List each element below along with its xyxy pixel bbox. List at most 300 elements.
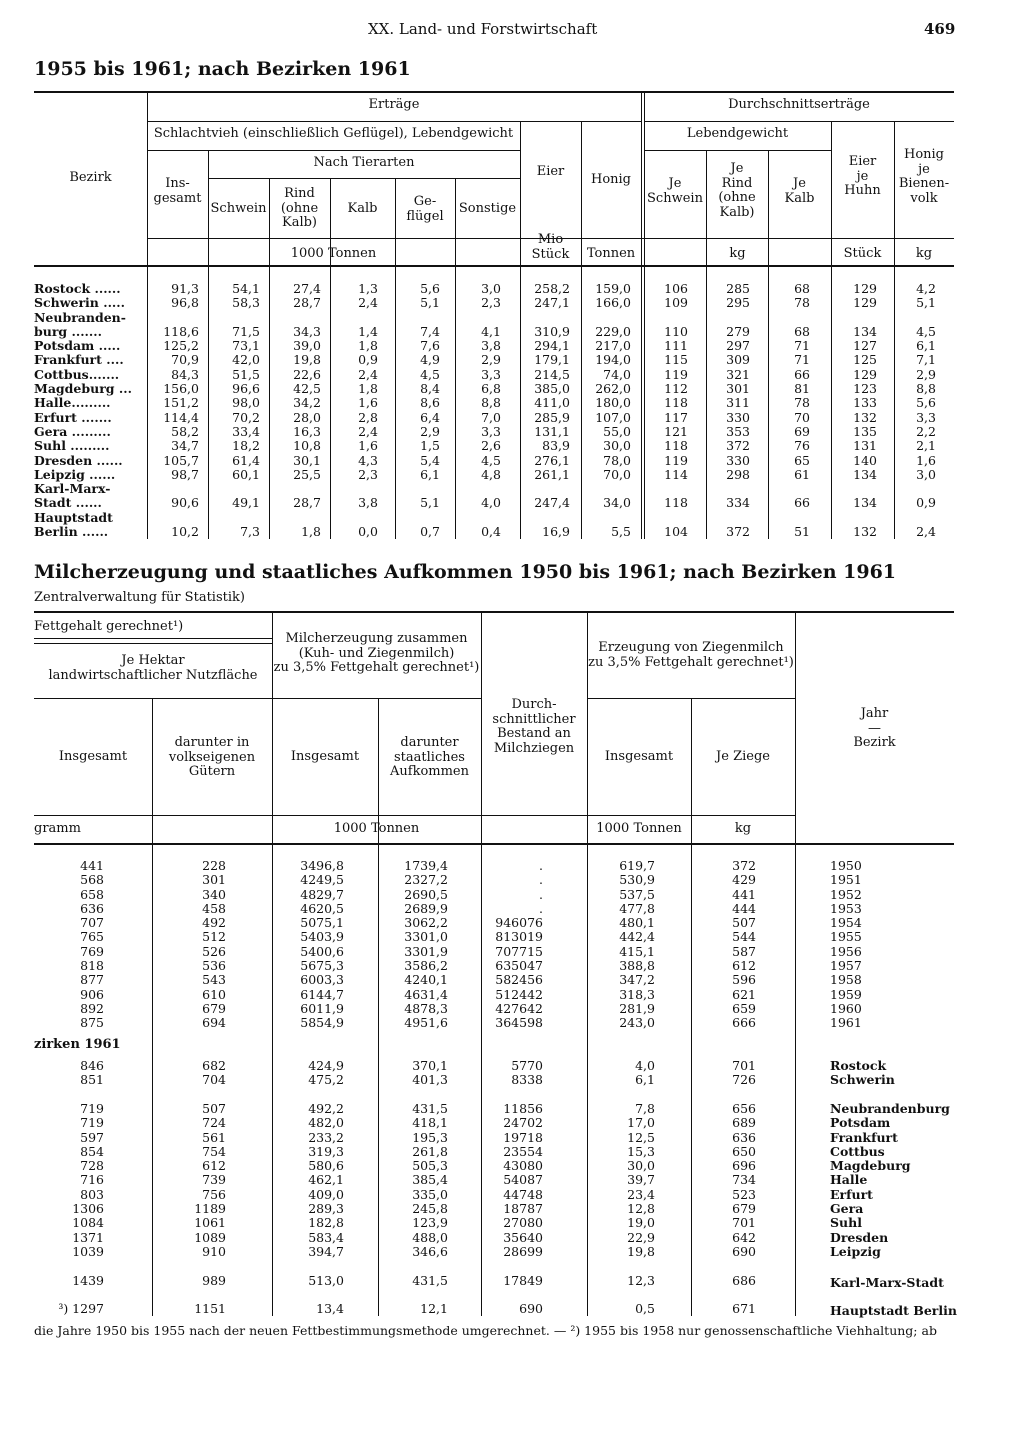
header-je-schwein: Je Schwein	[647, 176, 703, 206]
table-cell: 129	[853, 295, 877, 311]
table-cell: 132	[853, 524, 877, 540]
table-cell: 28,7	[293, 495, 321, 511]
table-cell: 5,1	[916, 295, 936, 311]
table-cell: 71	[794, 352, 810, 368]
table-cell: 109	[664, 295, 688, 311]
table-cell: 946076	[495, 915, 543, 931]
t2-years-labels	[830, 859, 930, 1031]
table-cell: 243,0	[619, 1015, 655, 1031]
table-cell: 619,7	[619, 858, 655, 873]
table-cell: 134	[853, 495, 877, 511]
t1-col-bezirk	[34, 282, 146, 539]
table-cell: 480,1	[619, 915, 655, 931]
table-cell: 728	[80, 1158, 104, 1174]
t2-bez-a-c6	[587, 1059, 655, 1088]
header-darunter-staatlich: darunter staatliches Aufkommen	[390, 735, 469, 779]
header-ziegenmilch: Erzeugung von Ziegenmilch zu 3,5% Fettgehalt gerechnet¹)	[588, 640, 794, 670]
table-cell: 166,0	[595, 295, 631, 311]
table-cell: 34,2	[293, 395, 321, 411]
table-cell: 5854,9	[300, 1015, 344, 1031]
table-cell: 131,1	[534, 423, 570, 439]
table-cell: 666	[732, 1015, 756, 1031]
table-cell: Karl-Marx-	[34, 481, 111, 497]
table-cell: 125,2	[163, 338, 199, 354]
berlin-c6: 0,5	[635, 1301, 655, 1316]
table-cell: Schwerin	[830, 1072, 895, 1088]
table-cell: 0,4	[481, 524, 501, 540]
table-cell: 561	[202, 1129, 226, 1145]
table-cell: 30,1	[293, 452, 321, 468]
table-cell: 51,5	[232, 366, 260, 382]
table-cell: 309	[726, 352, 750, 368]
table-cell: 679	[732, 1201, 756, 1217]
table-cell: 76	[794, 438, 810, 454]
table-cell: 121	[664, 423, 688, 439]
table-cell: Erfurt	[830, 1186, 873, 1202]
table-cell: 507	[732, 915, 756, 931]
table-cell	[768, 511, 810, 525]
table-cell: 1371	[72, 1229, 104, 1245]
table-cell: 906	[80, 986, 104, 1002]
table-cell	[706, 311, 750, 325]
table-cell: 3,3	[916, 409, 936, 425]
table-cell: 8,6	[420, 395, 440, 411]
table-cell: 2,6	[481, 438, 501, 454]
table-cell	[455, 482, 501, 496]
t2-years-c1	[34, 859, 104, 1031]
unit-stueck: Stück	[843, 246, 882, 261]
table-cell: 492	[202, 915, 226, 931]
table-cell: 3,0	[481, 281, 501, 296]
table-cell: 441	[80, 858, 104, 873]
table-cell: 340	[202, 886, 226, 902]
table-cell: 1955	[830, 929, 862, 945]
table-cell: 194,0	[595, 352, 631, 368]
table-cell: 261,1	[534, 466, 570, 482]
table-cell: Halle	[830, 1172, 868, 1188]
table-cell: 1950	[830, 858, 862, 873]
table-cell: 54,1	[232, 281, 260, 296]
table-cell	[706, 511, 750, 525]
table-cell: 429	[732, 872, 756, 888]
table-cell: 701	[732, 1058, 756, 1073]
table-cell: 370,1	[412, 1058, 448, 1073]
table-cell: 2,4	[358, 423, 378, 439]
table-cell: 98,7	[171, 466, 199, 482]
table-cell: 4,2	[916, 281, 936, 296]
table-cell: 353	[726, 423, 750, 439]
berlin-c5: 690	[519, 1301, 543, 1316]
table2-source: Zentralverwaltung für Statistik)	[34, 590, 245, 605]
table-cell: 214,5	[534, 366, 570, 382]
table-cell: 388,8	[619, 958, 655, 974]
kms-c1: 1439	[72, 1273, 104, 1288]
table-cell: 346,6	[412, 1243, 448, 1259]
table-cell: 409,0	[308, 1186, 344, 1202]
table-cell: 877	[80, 972, 104, 988]
table-cell: Neubranden-	[34, 309, 126, 325]
table-cell: Dresden ......	[34, 452, 123, 468]
table-cell: 756	[202, 1186, 226, 1202]
table-cell: 4,9	[420, 352, 440, 368]
table-cell: 4240,1	[404, 972, 448, 988]
table-cell: 8,4	[420, 381, 440, 397]
table-cell: 0,9	[358, 352, 378, 368]
table-cell: 123,9	[412, 1215, 448, 1231]
table-cell: 656	[732, 1101, 756, 1116]
table-cell: 6,1	[420, 466, 440, 482]
table-cell: 523	[732, 1186, 756, 1202]
table-cell: 734	[732, 1172, 756, 1188]
header-je-hektar: Je Hektar landwirtschaftlicher Nutzfläche	[48, 653, 258, 683]
table-cell: 719	[80, 1115, 104, 1131]
table-cell: 4,1	[481, 323, 501, 339]
t1-col-je-kalb	[768, 282, 810, 539]
table-cell: 3,3	[481, 423, 501, 439]
table-cell: 105,7	[163, 452, 199, 468]
table-cell: 19,0	[627, 1215, 655, 1231]
table-cell: 262,0	[595, 381, 631, 397]
table-cell: 1960	[830, 1000, 862, 1016]
table-cell: 35640	[503, 1229, 543, 1245]
header-rind: Rind (ohne Kalb)	[280, 186, 319, 230]
table-cell: 18,2	[232, 438, 260, 454]
table1-title: 1955 bis 1961; nach Bezirken 1961	[34, 58, 411, 80]
t2-years-c2	[152, 859, 226, 1031]
table-cell: 803	[80, 1186, 104, 1202]
header-schwein: Schwein	[210, 201, 267, 216]
table-cell: 636	[80, 900, 104, 916]
table-cell: 444	[732, 900, 756, 916]
table-cell: Frankfurt ....	[34, 352, 124, 368]
t2-bez-a-c3	[272, 1059, 344, 1088]
table-cell: 69	[794, 423, 810, 439]
table-cell	[894, 482, 936, 496]
table-cell: 431,5	[412, 1101, 448, 1116]
t1-col-eier	[520, 282, 570, 539]
table-cell: 39,0	[293, 338, 321, 354]
table-cell	[455, 511, 501, 525]
table-cell: 2,2	[916, 423, 936, 439]
table-cell: 43080	[503, 1158, 543, 1174]
table-cell: 1961	[830, 1015, 862, 1031]
table-cell: 4,0	[635, 1058, 655, 1073]
table-cell: 123	[853, 381, 877, 397]
table-cell: 694	[202, 1015, 226, 1031]
header-lebendgewicht: Lebendgewicht	[686, 126, 789, 141]
table-cell: Schwerin .....	[34, 295, 125, 311]
table-cell: 8,8	[481, 395, 501, 411]
table-cell: 2,4	[358, 295, 378, 311]
table-cell: 739	[202, 1172, 226, 1188]
table-cell: 71,5	[232, 323, 260, 339]
table-cell: 180,0	[595, 395, 631, 411]
table-cell: 2,4	[358, 366, 378, 382]
table-cell: 125	[853, 352, 877, 368]
table-cell: Cottbus.......	[34, 366, 120, 382]
table-cell: 642	[732, 1229, 756, 1245]
table-cell: 1952	[830, 886, 862, 902]
table-cell: 107,0	[595, 409, 631, 425]
table-cell: 78,0	[603, 452, 631, 468]
table-cell: 4829,7	[300, 886, 344, 902]
table-cell: Rostock ......	[34, 281, 121, 296]
table-cell: .	[539, 872, 543, 888]
table-cell: 3,8	[358, 495, 378, 511]
t1-col-kalb	[330, 282, 378, 539]
table-cell: 134	[853, 323, 877, 339]
table-cell: 1089	[194, 1229, 226, 1245]
table-cell: 195,3	[412, 1129, 448, 1145]
table-cell: 17,0	[627, 1115, 655, 1131]
table-cell: 716	[80, 1172, 104, 1188]
table-cell: 1739,4	[404, 858, 448, 873]
table-cell: 2,9	[916, 366, 936, 382]
table-cell: 427642	[495, 1000, 543, 1016]
table-cell: 247,1	[534, 295, 570, 311]
bezirke-heading: zirken 1961	[34, 1037, 121, 1052]
table-cell: 6,8	[481, 381, 501, 397]
table-cell: 1958	[830, 972, 862, 988]
table-cell: 70	[794, 409, 810, 425]
table-cell: Suhl	[830, 1215, 862, 1231]
table-cell: 114	[664, 466, 688, 482]
table-cell: 580,6	[308, 1158, 344, 1174]
table-cell: 5075,1	[300, 915, 344, 931]
table-cell: 689	[732, 1115, 756, 1131]
table-cell	[644, 311, 688, 325]
table-cell: 544	[732, 929, 756, 945]
table-cell: 30,0	[603, 438, 631, 454]
table-cell: 5,5	[611, 524, 631, 540]
table-cell: 507	[202, 1101, 226, 1116]
table-cell: 701	[732, 1215, 756, 1231]
table-cell: 2,9	[481, 352, 501, 368]
table-cell: 1189	[194, 1201, 226, 1217]
table-cell: 636	[732, 1129, 756, 1145]
table-cell: 55,0	[603, 423, 631, 439]
berlin-c3: 13,4	[316, 1301, 344, 1316]
unit-gramm: gramm	[34, 821, 81, 836]
table-cell: 3586,2	[404, 958, 448, 974]
table-cell: 4620,5	[300, 900, 344, 916]
table-cell: 5,6	[420, 281, 440, 296]
table-cell: 4,8	[481, 466, 501, 482]
kms-c4: 431,5	[412, 1273, 448, 1288]
t1-col-honig-je-volk	[894, 282, 936, 539]
table-cell: 294,1	[534, 338, 570, 354]
table-cell: 78	[794, 395, 810, 411]
t1-col-eier-je-huhn	[831, 282, 877, 539]
table-cell: 482,0	[308, 1115, 344, 1131]
kms-label: Karl-Marx-Stadt	[830, 1275, 944, 1290]
table-cell	[581, 482, 631, 496]
table-cell	[768, 311, 810, 325]
table-cell: 127	[853, 338, 877, 354]
kms-c5: 17849	[503, 1273, 543, 1288]
table-cell	[269, 311, 321, 325]
table-cell: 679	[202, 1000, 226, 1016]
table-cell: 1,5	[420, 438, 440, 454]
table-cell: 276,1	[534, 452, 570, 468]
table-cell: 3301,0	[404, 929, 448, 945]
table-cell: 22,9	[627, 1229, 655, 1245]
table-cell: 2,3	[481, 295, 501, 311]
table-cell: Leipzig	[830, 1243, 881, 1259]
kms-c3: 513,0	[308, 1273, 344, 1288]
table-cell	[147, 511, 199, 525]
table-cell: 12,8	[627, 1201, 655, 1217]
table-cell: 385,0	[534, 381, 570, 397]
table-cell: 298	[726, 466, 750, 482]
t1-col-gefluegel	[395, 282, 440, 539]
table-cell: 488,0	[412, 1229, 448, 1245]
table-cell: 58,2	[171, 423, 199, 439]
t2-bez-b-c7	[691, 1102, 756, 1259]
header-darunter-volkseigen: darunter in volkseigenen Gütern	[168, 735, 256, 779]
table-cell: 131	[853, 438, 877, 454]
table-cell: 70,0	[603, 466, 631, 482]
table-cell: 119	[664, 452, 688, 468]
table-cell: 621	[732, 986, 756, 1002]
table-cell: 140	[853, 452, 877, 468]
table-cell: 813019	[495, 929, 543, 945]
table-cell: Frankfurt	[830, 1129, 898, 1145]
table-cell: 19,8	[627, 1243, 655, 1259]
table-cell: 73,1	[232, 338, 260, 354]
table-cell: Neubrandenburg	[830, 1101, 950, 1116]
t2-bez-a-c1	[34, 1059, 104, 1088]
table-cell: 1956	[830, 943, 862, 959]
table-cell: Berlin ......	[34, 524, 109, 540]
table-cell: 1,4	[358, 323, 378, 339]
table-cell: 1954	[830, 915, 862, 931]
table-cell: 583,4	[308, 1229, 344, 1245]
table-cell: 129	[853, 281, 877, 296]
table-cell: 1953	[830, 900, 862, 916]
table-cell: 16,3	[293, 423, 321, 439]
table-cell: 156,0	[163, 381, 199, 397]
table-cell: 892	[80, 1000, 104, 1016]
header-je-ziege: Je Ziege	[716, 749, 770, 764]
table-cell: 1,6	[358, 395, 378, 411]
table-cell: 12,5	[627, 1129, 655, 1145]
table-cell: 44748	[503, 1186, 543, 1202]
header-eier-je-huhn: Eier je Huhn	[844, 154, 881, 198]
table-cell: 612	[202, 1158, 226, 1174]
table-cell: 54087	[503, 1172, 543, 1188]
table-cell: 4249,5	[300, 872, 344, 888]
table-cell: 23,4	[627, 1186, 655, 1202]
table-cell: 2689,9	[404, 900, 448, 916]
table-cell: Halle.........	[34, 395, 111, 411]
table-cell: 84,3	[171, 366, 199, 382]
t1-col-honig	[581, 282, 631, 539]
table-cell	[147, 482, 199, 496]
table-cell: 1306	[72, 1201, 104, 1217]
t2-bez-b-c2	[152, 1102, 226, 1259]
table-cell: 16,9	[542, 524, 570, 540]
header-schlachtvieh: Schlachtvieh (einschließlich Geflügel), Lebendgewicht	[153, 126, 514, 141]
table-cell: 596	[732, 972, 756, 988]
table-cell: 610	[202, 986, 226, 1002]
table-cell	[581, 511, 631, 525]
t2-years-c7	[691, 859, 756, 1031]
table-cell: 310,9	[534, 323, 570, 339]
table-cell: 5,1	[420, 495, 440, 511]
table-cell: 6144,7	[300, 986, 344, 1002]
table-cell: 135	[853, 423, 877, 439]
header-honig: Honig	[590, 172, 631, 187]
table-cell: 151,2	[163, 395, 199, 411]
table-cell	[644, 482, 688, 496]
table-cell: 704	[202, 1072, 226, 1088]
table-cell: 347,2	[619, 972, 655, 988]
table-cell: 18787	[503, 1201, 543, 1217]
table-cell: 6003,3	[300, 972, 344, 988]
table-cell: 7,8	[635, 1101, 655, 1116]
t2-bez-b-c5	[481, 1102, 543, 1259]
table-cell: 707715	[495, 943, 543, 959]
table-cell: 233,2	[308, 1129, 344, 1145]
table-cell: 279	[726, 323, 750, 339]
table-cell: 4951,6	[404, 1015, 448, 1031]
table-cell: 696	[732, 1158, 756, 1174]
table-cell: 71	[794, 338, 810, 354]
table-cell: 118	[664, 495, 688, 511]
table-cell: 512	[202, 929, 226, 945]
table-cell: 285,9	[534, 409, 570, 425]
table-cell: burg .......	[34, 323, 102, 339]
table-cell: 2,9	[420, 423, 440, 439]
table-cell: 19,8	[293, 352, 321, 368]
table-cell: 133	[853, 395, 877, 411]
table-cell: 104	[664, 524, 688, 540]
table-cell: 537,5	[619, 886, 655, 902]
header-je-kalb: Je Kalb	[784, 176, 815, 206]
table-cell: 2690,5	[404, 886, 448, 902]
table-cell: 543	[202, 972, 226, 988]
table2-title: Milcherzeugung und staatliches Aufkommen 1950 bis 1961; nach Bezirken 1961	[34, 561, 897, 583]
table-cell: 15,3	[627, 1143, 655, 1159]
table-cell	[147, 311, 199, 325]
header-nach-tierarten: Nach Tierarten	[313, 155, 415, 170]
table-cell: 475,2	[308, 1072, 344, 1088]
t1-col-schwein	[208, 282, 260, 539]
table-cell: 5770	[511, 1058, 543, 1073]
header-milcherzeugung: Milcherzeugung zusammen (Kuh- und Ziegenmilch) zu 3,5% Fettgehalt gerechnet¹)	[273, 631, 480, 675]
table-cell: 119	[664, 366, 688, 382]
table-cell: 1061	[194, 1215, 226, 1231]
t2-bez-a-c4	[378, 1059, 448, 1088]
table-cell: 289,3	[308, 1201, 344, 1217]
t2-years-c6	[587, 859, 655, 1031]
table-cell: 3301,9	[404, 943, 448, 959]
table-cell: 96,8	[171, 295, 199, 311]
header-je-rind: Je Rind (ohne Kalb)	[718, 161, 756, 220]
footnote: die Jahre 1950 bis 1955 nach der neuen Fettbestimmungsmethode umgerechnet. — ²) 1955 bis 1958 nur genossenschaftliche Viehhaltung; ab	[34, 1323, 937, 1338]
table-cell: 1,8	[358, 381, 378, 397]
table-cell: 5,4	[420, 452, 440, 468]
table-cell: 110	[664, 323, 688, 339]
table-cell: 765	[80, 929, 104, 945]
table-cell: 1,8	[301, 524, 321, 540]
table-cell: 66	[794, 495, 810, 511]
table-cell: 385,4	[412, 1172, 448, 1188]
table-cell: 51	[794, 524, 810, 540]
table-cell: Suhl .........	[34, 438, 110, 454]
table-cell: 39,7	[627, 1172, 655, 1188]
